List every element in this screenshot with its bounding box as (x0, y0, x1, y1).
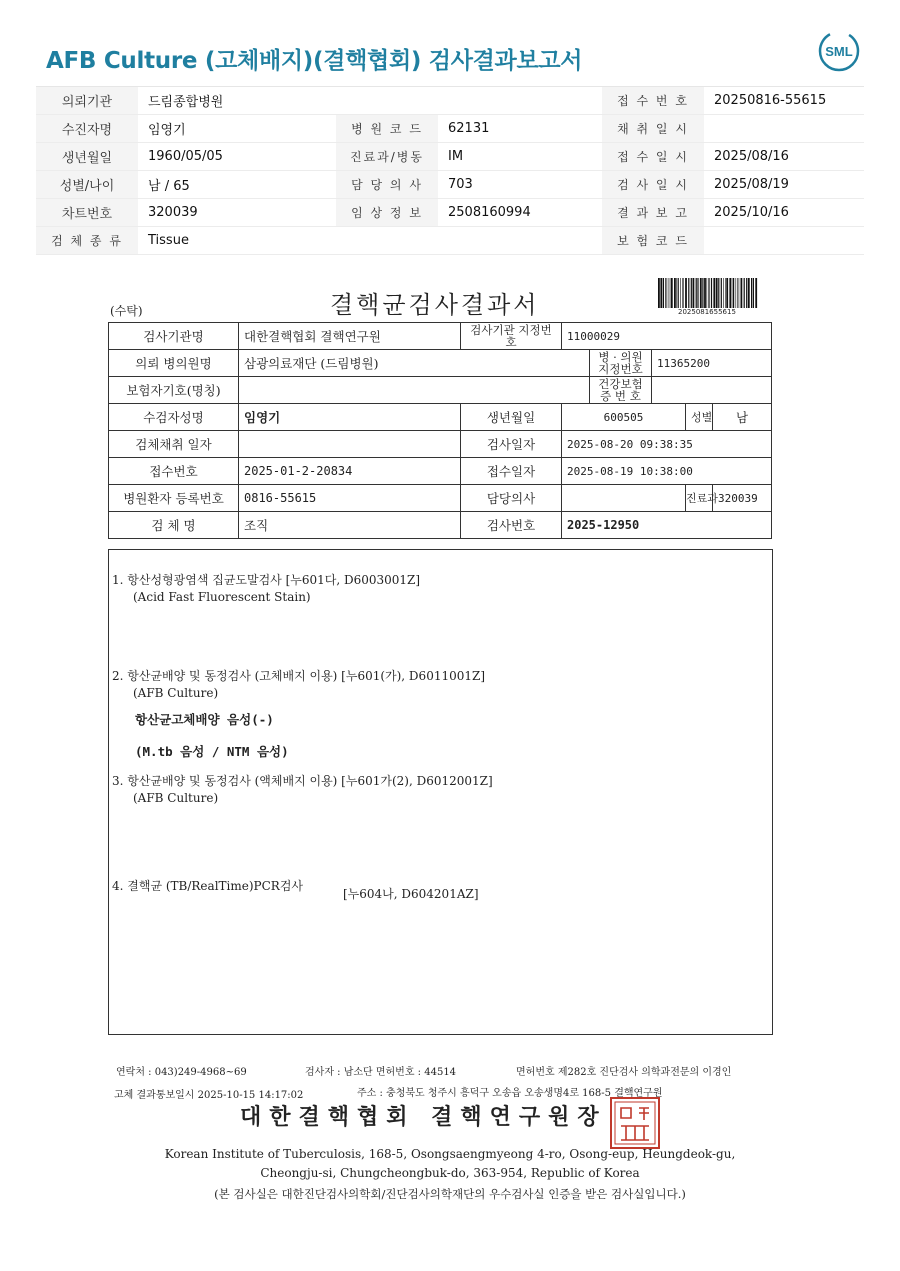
footer-license: 면허번호 제282호 진단검사 의학과전문의 이경인 (516, 1067, 732, 1078)
test-item-3-sub: (AFB Culture) (133, 791, 219, 805)
sml-logo-icon (818, 30, 860, 72)
info-value: 320039 (138, 199, 336, 227)
scan-report-title: 결핵균검사결과서 (330, 291, 540, 319)
info-value: 남 / 65 (138, 171, 336, 199)
value-hosp-no: 11365200 (652, 350, 772, 377)
info-label: 접 수 일 시 (602, 143, 704, 171)
info-value: 20250816-55615 (704, 87, 864, 115)
barcode-icon (658, 278, 758, 308)
label-agency: 검사기관명 (109, 323, 239, 350)
patient-info-table (36, 87, 864, 255)
info-label: 보 험 코 드 (602, 227, 704, 255)
value-doctor (562, 485, 686, 512)
value-collect (239, 431, 461, 458)
test-item-3-name: 3. 항산균배양 및 동정검사 (액체배지 이용) [누601가(2), D6012001Z] (112, 774, 493, 788)
info-value: IM (438, 143, 602, 171)
info-label: 병 원 코 드 (336, 115, 438, 143)
address-en-line1: Korean Institute of Tuberculosis, 168-5, Osongsaengmyeong 4-ro, Osong-eup, Heungdeok-gu, (164, 1147, 736, 1161)
info-value: 1960/05/05 (138, 143, 336, 171)
info-row (36, 115, 864, 143)
test-item-1 (112, 572, 420, 606)
label-agency-no: 검사기관 지정번호 (461, 323, 562, 350)
barcode-number: 2025081655615 (678, 308, 736, 316)
label-birth: 생년월일 (461, 404, 562, 431)
info-row (36, 227, 864, 255)
address-en-line2: Cheongju-si, Chungcheongbuk-do, 363-954, Republic of Korea (260, 1166, 640, 1180)
info-value: 임영기 (138, 115, 336, 143)
info-value: 2025/08/16 (704, 143, 864, 171)
label-health-no: 건강보험 증 번 호 (590, 377, 652, 404)
official-seal-icon (610, 1097, 660, 1149)
value-insured (239, 377, 590, 404)
info-label: 진료과/병동 (336, 143, 438, 171)
logo-text: SML (825, 44, 853, 59)
info-value: 62131 (438, 115, 602, 143)
value-health-no (652, 377, 772, 404)
info-value: 703 (438, 171, 602, 199)
info-value (438, 227, 602, 255)
label-collect: 검체채취 일자 (109, 431, 239, 458)
value-patient: 임영기 (239, 404, 461, 431)
footer-examiner: 검사자 : 남소단 면허번호 : 44514 (305, 1067, 457, 1078)
info-row (36, 199, 864, 227)
label-patient: 수검자성명 (109, 404, 239, 431)
info-value (704, 115, 864, 143)
label-test-no: 검사번호 (461, 512, 562, 539)
footer-contact: 연락처 : 043)249-4968~69 (116, 1067, 247, 1078)
info-row (36, 171, 864, 199)
info-label: 담 당 의 사 (336, 171, 438, 199)
info-label (336, 227, 438, 255)
info-value: 2025/10/16 (704, 199, 864, 227)
info-row (36, 143, 864, 171)
info-value (438, 87, 602, 115)
info-row (36, 87, 864, 115)
institute-name: 대한결핵협회 결핵연구원장 (240, 1104, 607, 1130)
label-insured: 보험자기호(명칭) (109, 377, 239, 404)
info-label: 임 상 정 보 (336, 199, 438, 227)
info-label: 의뢰기관 (36, 87, 138, 115)
test-item-2-name: 2. 항산균배양 및 동정검사 (고체배지 이용) [누601(가), D6011001Z] (112, 669, 486, 683)
value-birth: 600505 (562, 404, 686, 431)
test-item-1-name: 1. 항산성형광염색 집균도말검사 [누601다, D6003001Z] (112, 573, 421, 587)
test-item-4-name: 4. 결핵균 (TB/RealTime)PCR검사 (112, 879, 304, 893)
value-specimen: 조직 (239, 512, 461, 539)
result-mtb: (M.tb 음성 / NTM 음성) (135, 744, 289, 759)
info-value: 드림종합병원 (138, 87, 336, 115)
value-receipt-no: 2025-01-2-20834 (239, 458, 461, 485)
value-test-no: 2025-12950 (562, 512, 772, 539)
value-agency: 대한결핵협회 결핵연구원 (239, 323, 461, 350)
info-label: 채 취 일 시 (602, 115, 704, 143)
value-sex: 남 (713, 404, 772, 431)
label-hosp-no: 병 · 의원 지정번호 (590, 350, 652, 377)
test-item-3 (112, 773, 493, 807)
value-req-hosp: 삼광의료재단 (드림병원) (239, 350, 590, 377)
footer-report-time: 고체 결과통보일시 2025-10-15 14:17:02 (114, 1090, 304, 1101)
info-label: 차트번호 (36, 199, 138, 227)
test-item-4-code: [누604나, D604201AZ] (343, 887, 479, 901)
label-dept: 진료과 (686, 485, 713, 512)
info-label: 성별/나이 (36, 171, 138, 199)
info-label: 수진자명 (36, 115, 138, 143)
footer-address-kr: 주소 : 충청북도 청주시 흥덕구 오송읍 오송생명4로 168-5 결핵연구원 (357, 1088, 663, 1099)
info-value: Tissue (138, 227, 336, 255)
report-title: AFB Culture (고체배지)(결핵협회) 검사결과보고서 (46, 48, 583, 74)
test-item-1-sub: (Acid Fast Fluorescent Stain) (133, 590, 311, 604)
label-specimen: 검 체 명 (109, 512, 239, 539)
label-receipt-no: 접수번호 (109, 458, 239, 485)
value-receipt-date: 2025-08-19 10:38:00 (562, 458, 772, 485)
copy-label: (수탁) (110, 304, 143, 318)
label-req-hosp: 의뢰 병의원명 (109, 350, 239, 377)
test-item-2-sub: (AFB Culture) (133, 686, 219, 700)
info-label: 생년월일 (36, 143, 138, 171)
info-label: 검 체 종 류 (36, 227, 138, 255)
value-dept: 320039 (713, 485, 772, 512)
info-label: 결 과 보 고 (602, 199, 704, 227)
info-value: 2025/08/19 (704, 171, 864, 199)
value-test-date: 2025-08-20 09:38:35 (562, 431, 772, 458)
label-sex: 성별 (686, 404, 713, 431)
certification-note: (본 검사실은 대한진단검사의학회/진단검사의학재단의 우수검사실 인증을 받은 검사실입니다.) (214, 1187, 686, 1201)
info-label (336, 87, 438, 115)
info-value (704, 227, 864, 255)
test-item-2 (112, 668, 485, 702)
label-receipt-date: 접수일자 (461, 458, 562, 485)
label-doctor: 담당의사 (461, 485, 562, 512)
label-reg-no: 병원환자 등록번호 (109, 485, 239, 512)
report-grid (108, 322, 772, 539)
label-test-date: 검사일자 (461, 431, 562, 458)
info-label: 검 사 일 시 (602, 171, 704, 199)
info-label: 접 수 번 호 (602, 87, 704, 115)
result-culture: 항산균고체배양 음성(-) (135, 712, 274, 727)
info-value: 2508160994 (438, 199, 602, 227)
value-agency-no: 11000029 (562, 323, 772, 350)
value-reg-no: 0816-55615 (239, 485, 461, 512)
